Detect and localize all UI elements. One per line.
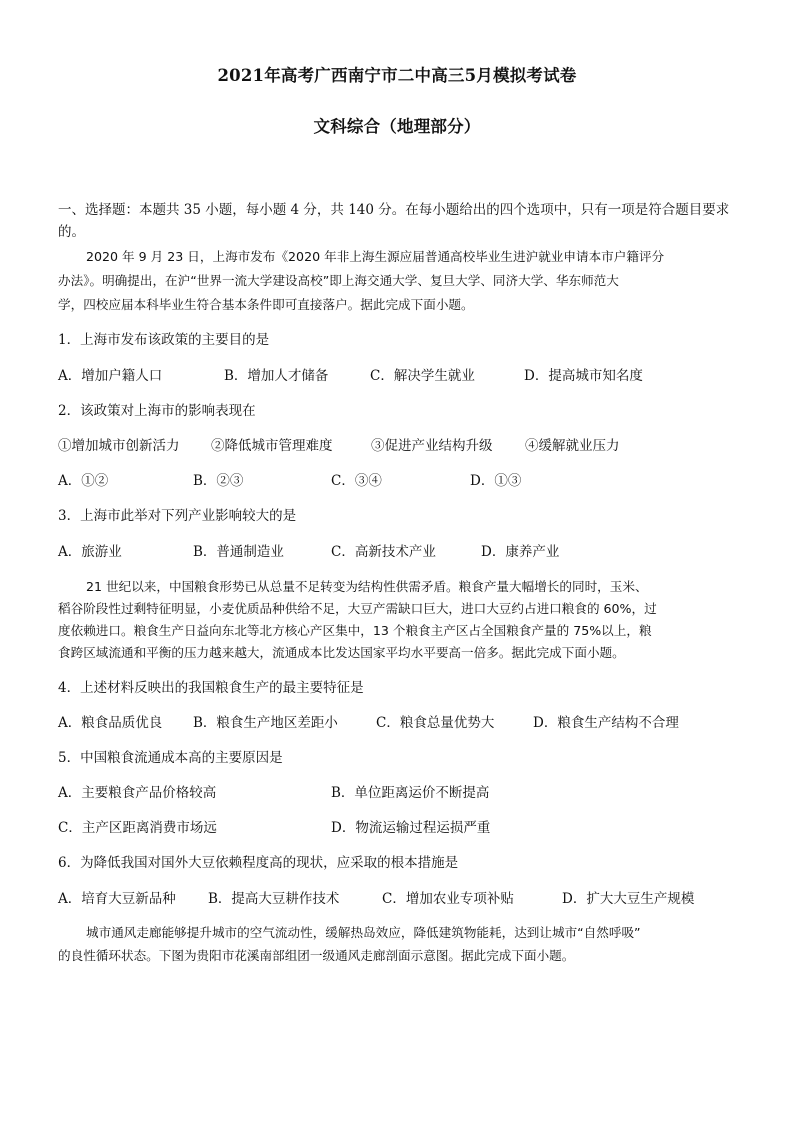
question-2-option-b: B．②③ <box>193 473 244 489</box>
question-5-stem: 5．中国粮食流通成本高的主要原因是 <box>58 750 283 766</box>
material-1-line-1: 2020 年 9 月 23 日，上海市发布《2020 年非上海生源应届普通高校毕业生进沪就业申请本市户籍评分 <box>86 249 665 264</box>
question-6-option-c: C．增加农业专项补贴 <box>382 891 514 907</box>
question-1-stem: 1．上海市发布该政策的主要目的是 <box>58 332 270 348</box>
question-5-option-a: A．主要粮食产品价格较高 <box>58 785 217 801</box>
question-1-option-b: B．增加人才储备 <box>224 368 329 384</box>
question-1-option-a: A．增加户籍人口 <box>58 368 163 384</box>
question-4-option-a: A．粮食品质优良 <box>58 715 163 731</box>
question-4-stem: 4．上述材料反映出的我国粮食生产的最主要特征是 <box>58 680 364 696</box>
question-5-option-d: D．物流运输过程运损严重 <box>331 820 491 836</box>
question-4-option-d: D．粮食生产结构不合理 <box>533 715 679 731</box>
question-2-option-c: C．③④ <box>331 473 382 489</box>
question-2-statement-4: ④缓解就业压力 <box>525 438 620 454</box>
question-2-statement-1: ①增加城市创新活力 <box>58 438 180 454</box>
question-2-statement-3: ③促进产业结构升级 <box>371 438 493 454</box>
question-5-option-c: C．主产区距离消费市场远 <box>58 820 217 836</box>
question-4-option-c: C．粮食总量优势大 <box>376 715 495 731</box>
material-2-line-1: 21 世纪以来，中国粮食形势已从总量不足转变为结构性供需矛盾。粮食产量大幅增长的同时，玉米、 <box>86 579 648 594</box>
question-3-option-a: A．旅游业 <box>58 544 122 560</box>
question-3-option-d: D．康养产业 <box>481 544 560 560</box>
question-1-option-d: D．提高城市知名度 <box>524 368 643 384</box>
material-3-line-2: 的良性循环状态。下图为贵阳市花溪南部组团一级通风走廊剖面示意图。据此完成下面小题。 <box>58 948 575 963</box>
question-3-stem: 3．上海市此举对下列产业影响较大的是 <box>58 508 297 524</box>
question-2-option-d: D．①③ <box>470 473 522 489</box>
material-1-line-2: 办法》。明确提出，在沪“世界一流大学建设高校”即上海交通大学、复旦大学、同济大学、华东师范大 <box>58 273 619 288</box>
material-2-line-2: 稻谷阶段性过剩特征明显，小麦优质品种供给不足，大豆产需缺口巨大，进口大豆约占进口粮食的 60%，过 <box>58 601 657 616</box>
question-6-stem: 6．为降低我国对国外大豆依赖程度高的现状，应采取的根本措施是 <box>58 855 459 871</box>
page-title: 2021年高考广西南宁市二中高三5月模拟考试卷 <box>217 66 577 85</box>
material-2-line-3: 度依赖进口。粮食生产日益向东北等北方核心产区集中，13 个粮食主产区占全国粮食产量的 75%以上，粮 <box>58 623 652 638</box>
question-3-option-c: C．高新技术产业 <box>331 544 436 560</box>
question-6-option-d: D．扩大大豆生产规模 <box>562 891 695 907</box>
question-3-option-b: B．普通制造业 <box>193 544 284 560</box>
section-instruction-cont: 的。 <box>58 224 85 240</box>
page-subtitle: 文科综合（地理部分） <box>313 117 481 136</box>
question-2-stem: 2．该政策对上海市的影响表现在 <box>58 403 256 419</box>
question-6-option-a: A．培育大豆新品种 <box>58 891 176 907</box>
question-6-option-b: B．提高大豆耕作技术 <box>208 891 340 907</box>
question-4-option-b: B．粮食生产地区差距小 <box>193 715 338 731</box>
question-5-option-b: B．单位距离运价不断提高 <box>331 785 490 801</box>
material-3-line-1: 城市通风走廊能够提升城市的空气流动性，缓解热岛效应，降低建筑物能耗，达到让城市“自然呼吸” <box>86 925 641 940</box>
question-1-option-c: C．解决学生就业 <box>370 368 475 384</box>
material-2-line-4: 食跨区域流通和平衡的压力越来越大，流通成本比发达国家平均水平要高一倍多。据此完成下面小题。 <box>58 645 625 660</box>
question-2-statement-2: ②降低城市管理难度 <box>211 438 333 454</box>
section-instruction: 一、选择题：本题共 35 小题，每小题 4 分，共 140 分。在每小题给出的四个选项中，只有一项是符合题目要求 <box>58 202 730 218</box>
question-2-option-a: A．①② <box>58 473 109 489</box>
material-1-line-3: 学，四校应届本科毕业生符合基本条件即可直接落户。据此完成下面小题。 <box>58 297 474 312</box>
